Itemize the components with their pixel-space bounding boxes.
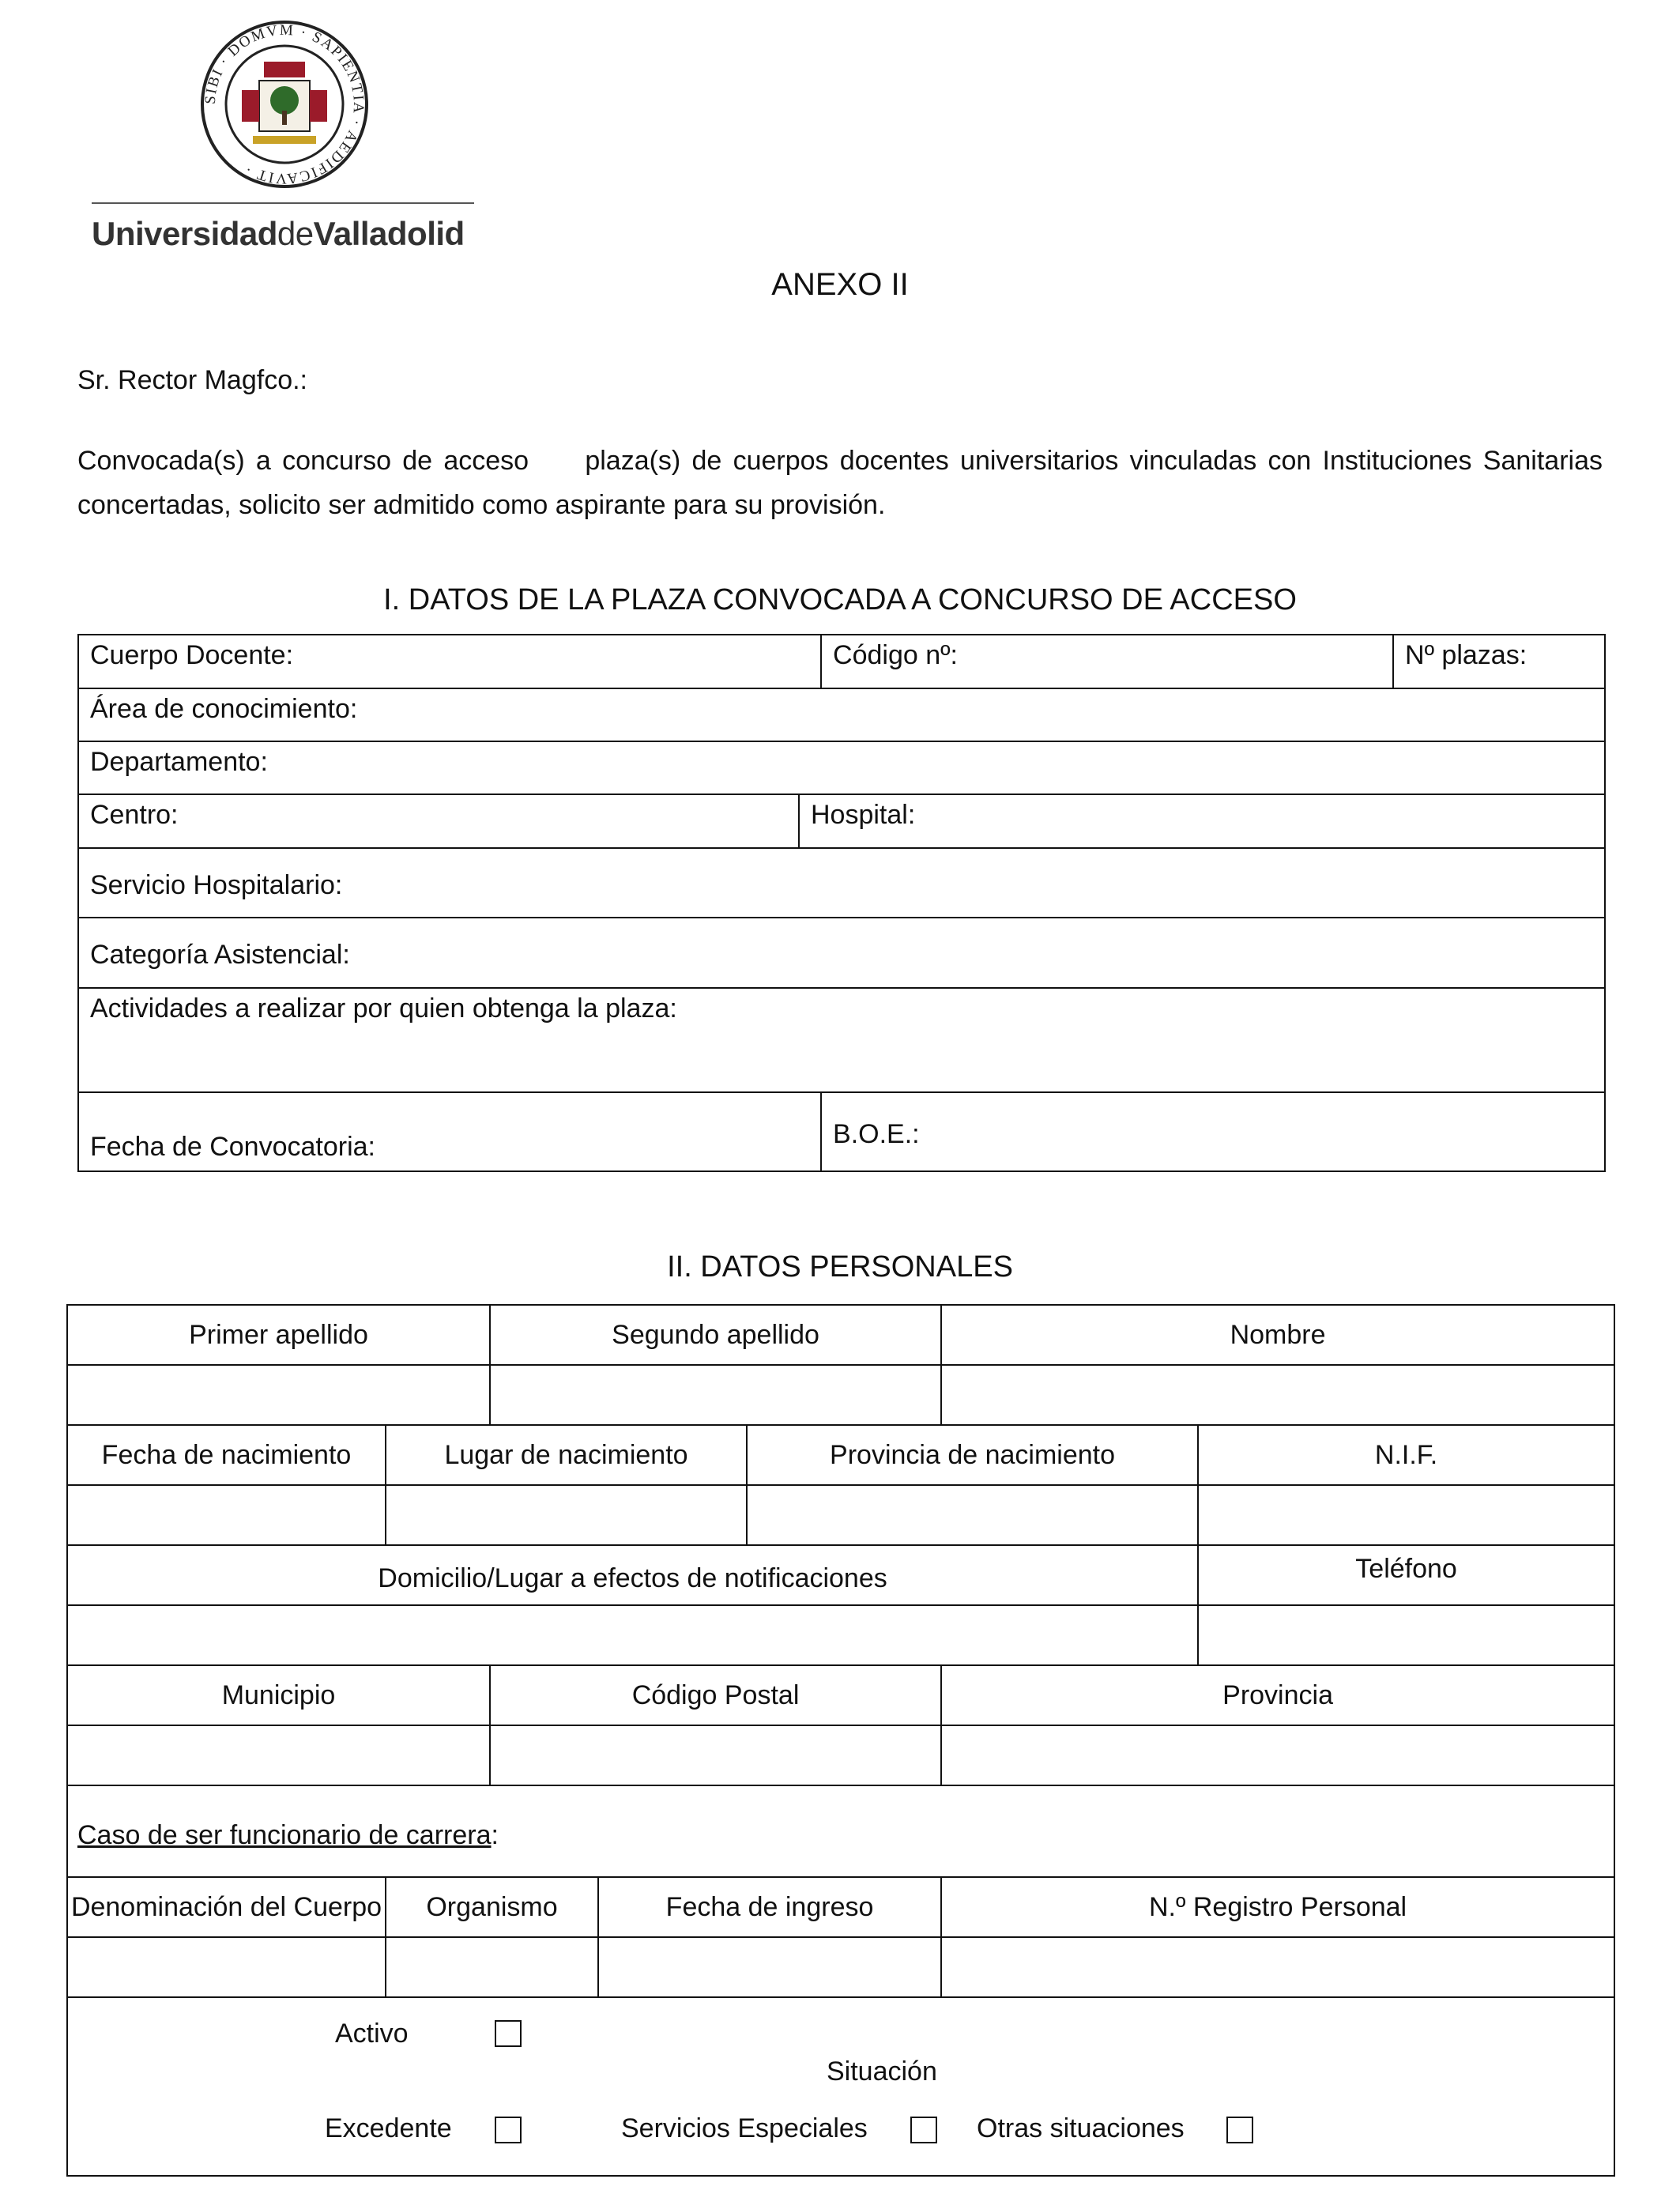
fecha-convocatoria-label: Fecha de Convocatoria: bbox=[90, 1132, 375, 1162]
lugar-nacimiento-input[interactable] bbox=[386, 1485, 747, 1545]
segundo-apellido-input[interactable] bbox=[490, 1365, 941, 1425]
fecha-ingreso-input[interactable] bbox=[598, 1937, 941, 1997]
section-2-title: II. DATOS PERSONALES bbox=[667, 1250, 1013, 1284]
codigo-postal-header: Código Postal bbox=[490, 1665, 941, 1725]
centro-label: Centro: bbox=[90, 800, 179, 830]
n-plazas-field[interactable] bbox=[1393, 635, 1605, 688]
provincia-header: Provincia bbox=[941, 1665, 1614, 1725]
logo-divider bbox=[92, 202, 474, 204]
servicios-especiales-checkbox[interactable] bbox=[910, 2117, 937, 2143]
nombre-header: Nombre bbox=[941, 1305, 1614, 1365]
area-field[interactable] bbox=[78, 688, 1605, 741]
nombre-input[interactable] bbox=[941, 1365, 1614, 1425]
activo-checkbox[interactable] bbox=[495, 2020, 522, 2047]
n-plazas-label: Nº plazas: bbox=[1405, 640, 1527, 670]
cuerpo-docente-field[interactable] bbox=[78, 635, 821, 688]
telefono-input[interactable] bbox=[1198, 1605, 1614, 1665]
personal-data-table bbox=[66, 1304, 1615, 2177]
caso-funcionario-label: Caso de ser funcionario de carrera bbox=[77, 1819, 492, 1850]
fecha-ingreso-header: Fecha de ingreso bbox=[598, 1877, 941, 1937]
organismo-input[interactable] bbox=[386, 1937, 598, 1997]
departamento-field[interactable] bbox=[78, 741, 1605, 794]
primer-apellido-input[interactable] bbox=[67, 1365, 490, 1425]
situacion-label: Situación bbox=[827, 2056, 937, 2087]
domicilio-input[interactable] bbox=[67, 1605, 1198, 1665]
boe-label: B.O.E.: bbox=[833, 1118, 920, 1149]
provincia-nacimiento-input[interactable] bbox=[747, 1485, 1198, 1545]
otras-situaciones-label: Otras situaciones bbox=[977, 2113, 1185, 2143]
provincia-input[interactable] bbox=[941, 1725, 1614, 1785]
salutation: Sr. Rector Magfco.: bbox=[77, 365, 307, 395]
lugar-nacimiento-header: Lugar de nacimiento bbox=[386, 1425, 747, 1485]
departamento-label: Departamento: bbox=[90, 747, 268, 777]
university-seal bbox=[198, 17, 371, 191]
municipio-input[interactable] bbox=[67, 1725, 490, 1785]
denominacion-input[interactable] bbox=[67, 1937, 386, 1997]
municipio-header: Municipio bbox=[67, 1665, 490, 1725]
nif-input[interactable] bbox=[1198, 1485, 1614, 1545]
section-1-title: I. DATOS DE LA PLAZA CONVOCADA A CONCURSO DE ACCESO bbox=[383, 583, 1297, 616]
organismo-header: Organismo bbox=[386, 1877, 598, 1937]
fecha-convocatoria-field[interactable] bbox=[78, 1092, 821, 1171]
document-title: ANEXO II bbox=[771, 267, 909, 302]
area-label: Área de conocimiento: bbox=[90, 694, 358, 724]
segundo-apellido-header: Segundo apellido bbox=[490, 1305, 941, 1365]
hospital-label: Hospital: bbox=[811, 800, 916, 830]
plaza-data-table bbox=[77, 634, 1606, 1172]
domicilio-header: Domicilio/Lugar a efectos de notificaciones bbox=[67, 1545, 1198, 1605]
codigo-label: Código nº: bbox=[833, 640, 958, 670]
excedente-label: Excedente bbox=[325, 2113, 452, 2143]
registro-personal-input[interactable] bbox=[941, 1937, 1614, 1997]
categoria-label: Categoría Asistencial: bbox=[90, 940, 350, 970]
intro-paragraph: Convocada(s) a concurso de acceso plaza(s) de cuerpos docentes universitarios vinculadas con Instituciones Sanitarias concertadas, solicito ser admitido como aspirante para su provisión. bbox=[77, 446, 1603, 520]
caso-funcionario-row bbox=[67, 1785, 1614, 1877]
categoria-field[interactable] bbox=[78, 918, 1605, 988]
servicio-label: Servicio Hospitalario: bbox=[90, 869, 343, 900]
excedente-checkbox[interactable] bbox=[495, 2117, 522, 2143]
boe-field[interactable] bbox=[821, 1092, 1605, 1171]
denominacion-header: Denominación del Cuerpo bbox=[67, 1877, 386, 1937]
primer-apellido-header: Primer apellido bbox=[67, 1305, 490, 1365]
telefono-header: Teléfono bbox=[1198, 1545, 1614, 1605]
cuerpo-docente-label: Cuerpo Docente: bbox=[90, 640, 294, 670]
codigo-field[interactable] bbox=[821, 635, 1393, 688]
university-logo-text: UniversidaddeValladolid bbox=[92, 215, 465, 252]
fecha-nacimiento-header: Fecha de nacimiento bbox=[67, 1425, 386, 1485]
svg-text:SIBI · DOMVM · SAPIENTIA · AED: SIBI · DOMVM · SAPIENTIA · AEDIFICAVIT · bbox=[202, 21, 367, 187]
codigo-postal-input[interactable] bbox=[490, 1725, 941, 1785]
fecha-nacimiento-input[interactable] bbox=[67, 1485, 386, 1545]
registro-personal-header: N.º Registro Personal bbox=[941, 1877, 1614, 1937]
otras-situaciones-checkbox[interactable] bbox=[1226, 2117, 1253, 2143]
hospital-field[interactable] bbox=[799, 794, 1605, 848]
servicios-especiales-label: Servicios Especiales bbox=[621, 2113, 868, 2143]
servicio-field[interactable] bbox=[78, 848, 1605, 918]
provincia-nacimiento-header: Provincia de nacimiento bbox=[747, 1425, 1198, 1485]
situacion-cell bbox=[67, 1997, 1614, 2176]
actividades-field[interactable] bbox=[78, 988, 1605, 1092]
activo-label: Activo bbox=[335, 2019, 409, 2049]
caso-funcionario-colon: : bbox=[491, 1819, 499, 1850]
centro-field[interactable] bbox=[78, 794, 799, 848]
actividades-label: Actividades a realizar por quien obtenga la plaza: bbox=[90, 993, 677, 1023]
nif-header: N.I.F. bbox=[1198, 1425, 1614, 1485]
